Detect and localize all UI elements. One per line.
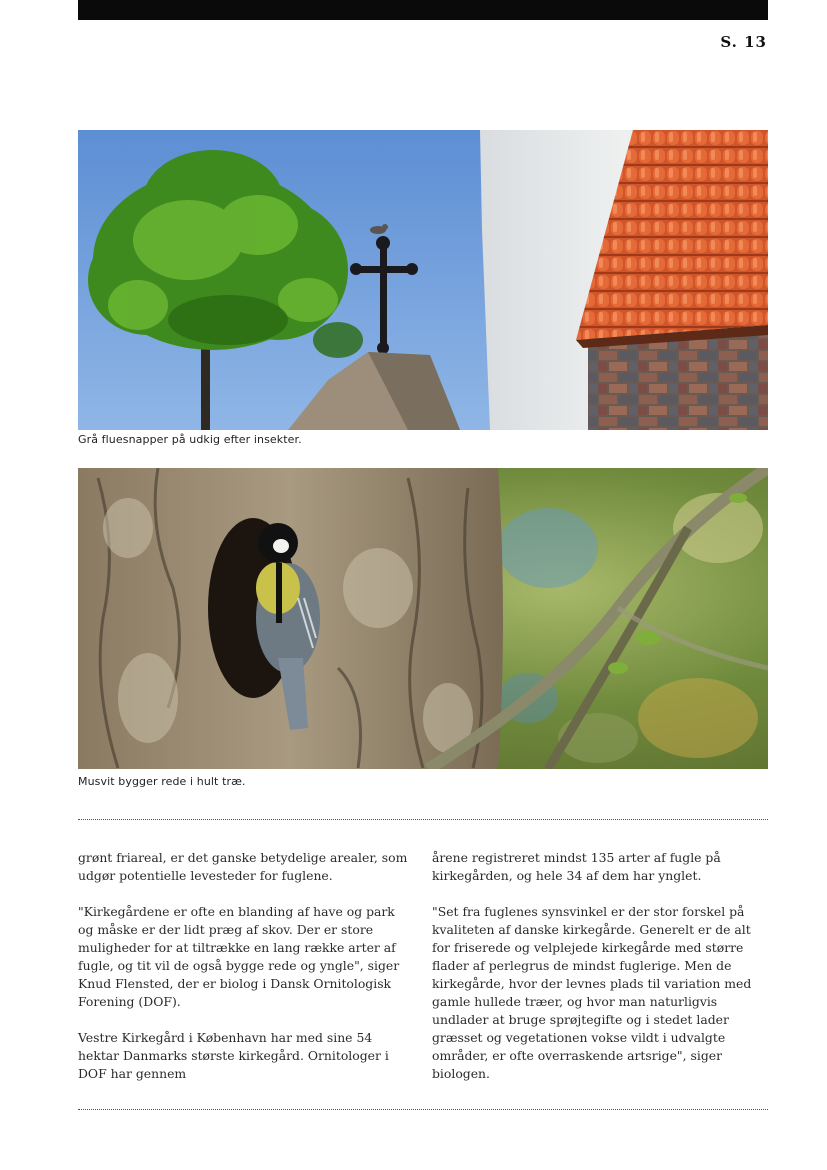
paragraph: grønt friareal, er det ganske betydelige arealer, som udgør potentielle levesteder for fuglene. <box>78 850 408 883</box>
paragraph: årene registreret mindst 135 arter af fugle på kirkegården, og hele 34 af dem har ynglet. <box>432 850 721 883</box>
photo-caption: Musvit bygger rede i hult træ. <box>78 775 246 788</box>
article-column-right <box>432 849 767 1101</box>
header-bar <box>78 0 768 20</box>
page-number: S. 13 <box>720 33 767 51</box>
article-column-left <box>78 849 413 1101</box>
divider <box>78 819 768 820</box>
photo-great-tit <box>78 468 768 769</box>
divider <box>78 1109 768 1110</box>
paragraph: "Kirkegårdene er ofte en blanding af have og park og måske er der lidt præg af skov. Der er store muligheder for at tiltrække en lang række arter af fugle, og tit vil de også bygge rede og yngle", siger Knud Flensted, der er biolog i Dansk Ornitologisk Forening (DOF). <box>78 904 400 1009</box>
photo-flycatcher <box>78 130 768 430</box>
paragraph: Vestre Kirkegård i København har med sine 54 hektar Danmarks største kirkegård. Ornitologer i DOF har gennem <box>78 1030 389 1081</box>
paragraph: "Set fra fuglenes synsvinkel er der stor forskel på kvaliteten af danske kirkegårde. Generelt er de alt for friserede og velplejede kirkegårde med større flader af perlegrus de mindst fuglerige. Men de kirkegårde, hvor der levnes plads til variation med gamle hullede træer, og hvor man naturligvis undlader at bruge sprøjtegifte og i stedet lader græsset og vegetationen vokse vildt i udvalgte områder, er ofte overraskende artsrige", siger biologen. <box>432 904 752 1081</box>
photo-caption: Grå fluesnapper på udkig efter insekter. <box>78 433 302 446</box>
